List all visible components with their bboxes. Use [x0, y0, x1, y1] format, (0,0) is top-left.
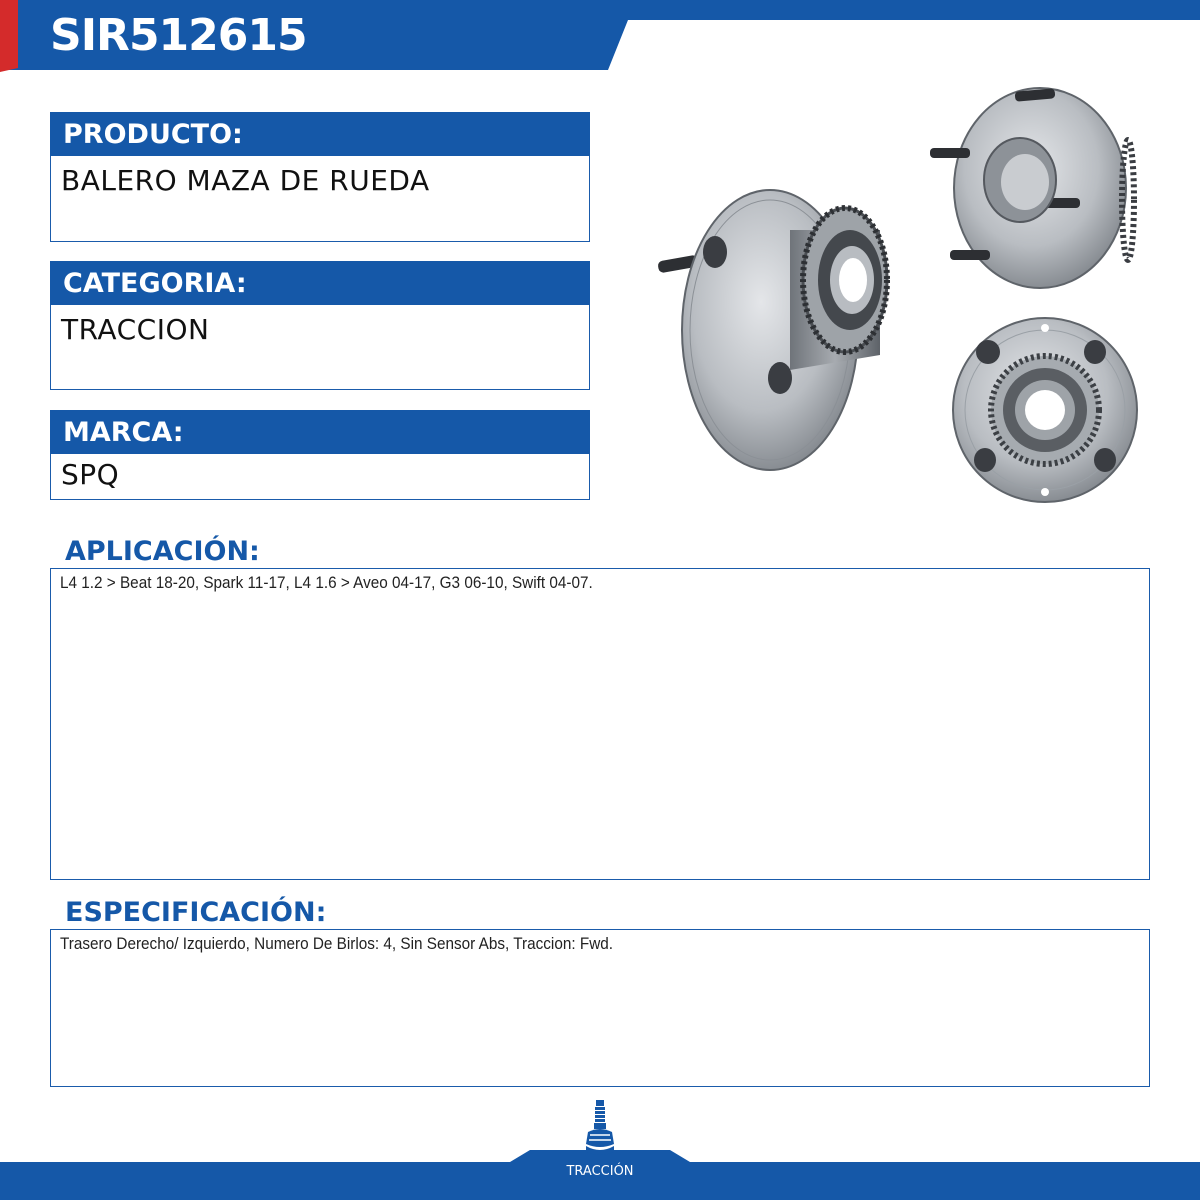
aplicacion-box	[50, 568, 1150, 880]
cv-axle-icon	[582, 1100, 618, 1162]
footer-category-label: TRACCIÓN	[566, 1164, 634, 1179]
product-image	[640, 80, 1160, 520]
producto-block	[50, 112, 590, 242]
hub-front	[953, 318, 1137, 502]
hub-large	[657, 190, 887, 470]
aplicacion-title: APLICACIÓN:	[65, 536, 260, 567]
especificacion-title: ESPECIFICACIÓN:	[65, 897, 327, 928]
product-sku: SIR512615	[50, 10, 307, 61]
aplicacion-text: L4 1.2 > Beat 18-20, Spark 11-17, L4 1.6 > Aveo 04-17, G3 06-10, Swift 04-07.	[60, 573, 593, 592]
marca-label: MARCA:	[50, 410, 590, 454]
marca-block	[50, 410, 590, 500]
especificacion-box	[50, 929, 1150, 1087]
categoria-label: CATEGORIA:	[50, 261, 590, 305]
producto-label: PRODUCTO:	[50, 112, 590, 156]
producto-value: BALERO MAZA DE RUEDA	[50, 156, 590, 242]
hub-back	[930, 88, 1134, 288]
especificacion-text: Trasero Derecho/ Izquierdo, Numero De Birlos: 4, Sin Sensor Abs, Traccion: Fwd.	[60, 934, 614, 953]
marca-value: SPQ	[50, 454, 590, 500]
categoria-value: TRACCION	[50, 305, 590, 390]
categoria-block	[50, 261, 590, 390]
